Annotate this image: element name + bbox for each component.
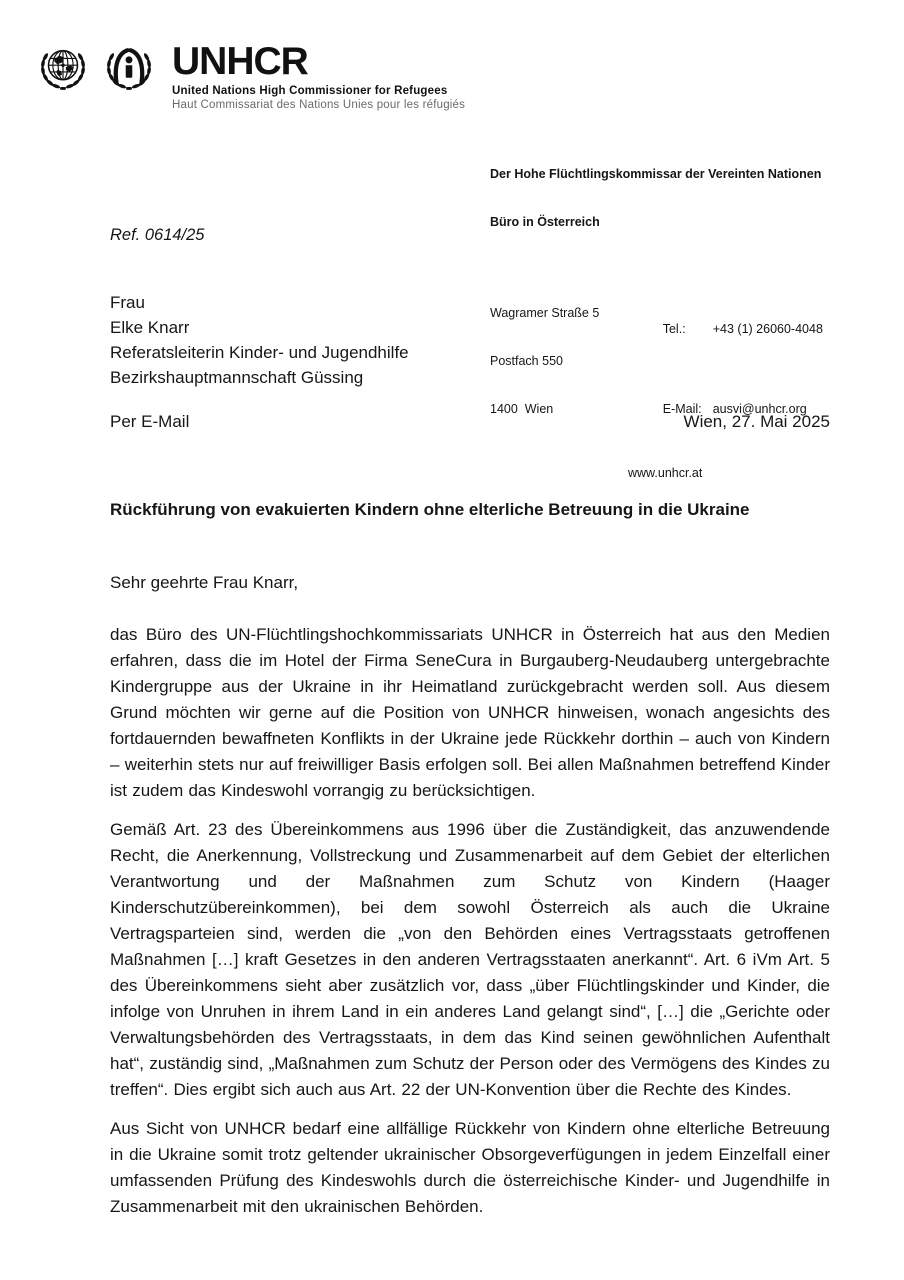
recipient-name: Elke Knarr (110, 318, 190, 337)
subject-line: Rückführung von evakuierten Kindern ohne elterliche Betreuung in die Ukraine (110, 500, 750, 519)
sender-website: www.unhcr.at (628, 466, 703, 480)
meta-row (110, 412, 830, 432)
email-value: ausvi@unhcr.org (712, 402, 807, 416)
unhcr-emblem-icon (100, 40, 158, 102)
logo-acronym: UNHCR (172, 40, 308, 83)
reference-number: Ref. 0614/25 (110, 226, 205, 244)
unhcr-logo (34, 40, 465, 111)
recipient-organization: Bezirkshauptmannschaft Güssing (110, 368, 364, 387)
salutation: Sehr geehrte Frau Knarr, (110, 573, 299, 592)
logo-text (172, 42, 465, 111)
recipient-block (110, 290, 409, 390)
recipient-role: Referatsleiterin Kinder- und Jugendhilfe (110, 343, 409, 362)
dateline: Wien, 27. Mai 2025 (683, 412, 830, 431)
un-emblem-icon (34, 40, 92, 102)
sender-address (490, 273, 628, 513)
body-paragraph-3: Aus Sicht von UNHCR bedarf eine allfällige Rückkehr von Kindern ohne elterliche Betreuung in die Ukraine somit trotz geltender ukrainischer Obsorgeverfügungen in jedem Einzelfall einer umfassenden Prüfung des Kindeswohls durch die österreichische Kinder- und Jugendhilfe in Zusammenarbeit mit den ukrainischen Behörden. (110, 1119, 830, 1216)
body-paragraph-1: das Büro des UN-Flüchtlingshochkommissariats UNHCR in Österreich hat aus den Medien erfahren, dass die im Hotel der Firma SeneCura in Burgauberg-Neudauberg untergebrachte Kindergruppe aus der Ukraine in ihr Heimatland zurückgebracht werden soll. Aus diesem Grund möchten wir gerne auf die Position von UNHCR hinweisen, wonach angesichts des fortdauernden bewaffneten Konflikts in der Ukraine jede Rückkehr dorthin – auch von Kindern – weiterhin stets nur auf freiwilliger Basis erfolgen soll. Bei allen Maßnahmen betreffend Kinder ist zudem das Kindeswohl vorrangig zu berücksichtigen. (110, 625, 830, 800)
sender-contact (628, 273, 823, 513)
letter-body (110, 570, 830, 1233)
body-paragraph-2: Gemäß Art. 23 des Übereinkommens aus 1996 über die Zuständigkeit, das anzuwendende Recht, die Anerkennung, Vollstreckung und Zusammenarbeit auf dem Gebiet der elterlichen Verantwortung und der Maßnahmen zum Schutz von Kindern (Haager Kinderschutzübereinkommen), bei dem sowohl Österreich als auch die Ukraine Vertragsparteien sind, werden die „von den Behörden eines Vertragsstaats getroffenen Maßnahmen […] kraft Gesetzes in den anderen Vertragsstaaten anerkannt“. Art. 6 iVm Art. 5 des Übereinkommens sieht aber zusätzlich vor, dass „über Flüchtlingskinder und Kinder, die infolge von Unruhen in ihrem Land in ein anderes Land gelangt sind“, […] die „Gerichte oder Verwaltungsbehörden des Vertragsstaats, in dem das Kind seinen gewöhnlichen Aufenthalt hat“, zuständig sind, „Maßnahmen zum Schutz der Person oder des Vermögens des Kindes zu treffen“. Dies ergibt sich auch aus Art. 22 der UN-Konvention über die Rechte des Kindes. (110, 820, 830, 1099)
sender-city: 1400 Wien (490, 402, 554, 416)
recipient-salutation-title: Frau (110, 293, 145, 312)
logo-name-french: Haut Commissariat des Nations Unies pour les réfugiés (172, 99, 466, 111)
sender-pobox: Postfach 550 (490, 354, 563, 368)
delivery-method: Per E-Mail (110, 412, 190, 431)
email-label: E-Mail: (662, 402, 702, 416)
logo-name-english: United Nations High Commissioner for Refugees (172, 85, 448, 97)
phone-label: Tel.: (662, 322, 686, 336)
phone-value: +43 (1) 26060-4048 (712, 322, 823, 336)
sender-title-line2: Büro in Österreich (490, 215, 600, 229)
sender-street: Wagramer Straße 5 (490, 306, 600, 320)
sender-block (490, 134, 840, 545)
sender-phone-row (628, 305, 823, 353)
sender-title-line1: Der Hohe Flüchtlingskommissar der Vereinten Nationen (490, 167, 822, 181)
